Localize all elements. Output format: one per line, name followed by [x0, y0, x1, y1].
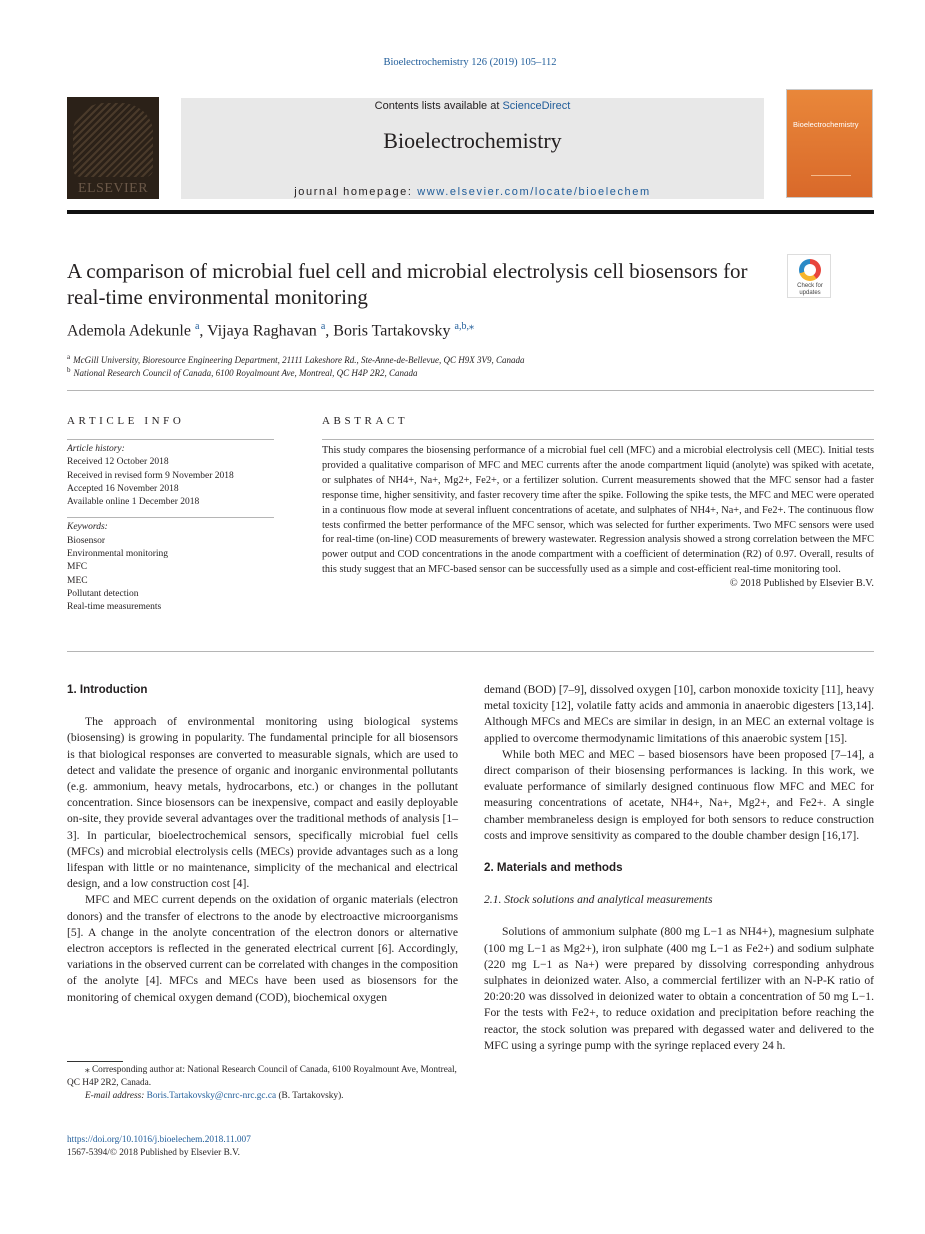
footnote-rule [67, 1061, 123, 1062]
paragraph: Solutions of ammonium sulphate (800 mg L−1 as NH4+), magnesium sulphate (100 mg L−1 as Mg2+), iron sulphate (400 mg L−1 as Fe2+) and sodium sulphate (220 mg L−1 as Na+) were prepared by dissolving corresponding anhydrous sulphates in deionized water. Also, a commercial fertilizer with an N-P-K ratio of 20:20:20 was dissolved in deionized water to obtain a concentration of 50 mg L−1. For the tests with Fe2+, to reduce oxidation and precipitation before reaching the reactor, the stock solution was prepared with degassed water and delivered to the MFC using a syringe pump with the syringe replaced every 24 h. [484, 925, 874, 1052]
author-affil-link[interactable]: a [194, 321, 200, 332]
keyword: Real-time measurements [67, 602, 162, 613]
journal-citation[interactable]: Bioelectrochemistry 126 (2019) 105–112 [383, 57, 557, 68]
copyright: © 2018 Published by Elsevier B.V. [729, 578, 874, 590]
abstract [322, 439, 874, 589]
abstract-text: This study compares the biosensing performance of a microbial fuel cell (MFC) and a microbial electrolysis cell (MEC). Initial tests provided a qualitative comparison of MFC and MEC currents after the anode compartment liquid (anolyte) was spiked with acetate, or sulphates of NH4+, Na+, Mg2+, Fe2+, or a fertilizer solution. Current measurements showed that the MFC sensor had a faster response time, higher sensitivity, and faster recovery time after the spike. Following the spike tests, the MFC and MEC were operated in a continuous flow mode at several influent concentrations of acetate, and sulphates of NH4+, Na+, and Fe2+. The continuous flow tests confirmed the better performance of the MFC sensor, which was selected for further experiments. Two MFC sensors were used for real-time (on-line) COD measurements of brewery wastewater. Regression analysis showed a strong correlation between the MFC power output and COD concentrations in the anode compartment with a coefficient of determination (R2) of 0.97. Overall, results of this study suggest that an MFC-based sensor can be successfully used as a simple and cost-efficient real-time monitoring tool. [322, 445, 874, 576]
keywords-label: Keywords: [67, 522, 108, 533]
history-item: Accepted 16 November 2018 [67, 483, 179, 494]
affiliation: $^a$ McGill University, Bioresource Engineering Department, 21111 Lakeshore Rd., Ste-Anne-de-Bellevue, QC H9X 3V9, Canada [67, 353, 525, 365]
keyword: Biosensor [67, 535, 105, 546]
journal-title: Bioelectrochemistry [383, 128, 562, 153]
author-affil-link[interactable]: a [320, 321, 326, 332]
homepage-link[interactable]: www.elsevier.com/locate/bioelechem [417, 186, 651, 198]
footnote [67, 1064, 458, 1103]
history-label: Article history: [67, 444, 125, 454]
issn-line: 1567-5394/© 2018 Published by Elsevier B.V. [67, 1148, 240, 1158]
body-left-column [67, 682, 458, 1006]
section-heading: 2. Materials and methods [484, 861, 623, 875]
paragraph: While both MEC and MEC – based biosensors have been proposed [7–14], a direct comparison of their biosensing performances is lacking. In this work, we evaluate performance of similarly designed continuous flow MFC and MEC for measuring concentrations of acetate, NH4+, Na+, Mg2+, and Fe2+. A single chamber membraneless design is employed for both sensors to reduce construction costs and improve sensitivity as compared to the double chamber design [16,17]. [484, 747, 874, 842]
email-link[interactable]: Boris.Tartakovsky@cnrc-nrc.gc.ca [146, 1091, 277, 1101]
crossmark-badge[interactable] [787, 254, 831, 298]
doi-block [67, 1134, 251, 1160]
author-list: Ademola Adekunle $^a$, Vijaya Raghavan $^a$, Boris Tartakovsky $^{a,b,⁎}$ [67, 321, 474, 340]
history-item: Available online 1 December 2018 [67, 497, 200, 508]
paper-title: A comparison of microbial fuel cell and microbial electrolysis cell biosensors for real-time environmental monitoring [67, 259, 748, 309]
doi-link[interactable]: https://doi.org/10.1016/j.bioelechem.2018.11.007 [67, 1135, 251, 1145]
keyword: Pollutant detection [67, 588, 139, 599]
divider [67, 651, 874, 652]
keyword: MFC [67, 562, 88, 573]
author-name: Boris Tartakovsky [333, 322, 451, 340]
crossmark-icon [799, 259, 821, 281]
section-heading: 1. Introduction [67, 683, 148, 696]
history-item: Received in revised form 9 November 2018 [67, 470, 234, 481]
journal-cover[interactable] [786, 89, 873, 198]
paragraph: MFC and MEC current depends on the oxidation of organic materials (electron donors) and the transfer of electrons to the anode by electroactive microorganisms [5]. A change in the anolyte concentration of the electron donors or alternative electron acceptors is reflected in the generated electrical current [6]. Accordingly, variations in the observed current can be correlated with changes in the composition of the anolyte [4]. MFCs and MECs have been used as biosensors for the monitoring of chemical oxygen demand (COD), biochemical oxygen [67, 893, 458, 1004]
author-affil-link[interactable]: a,b,⁎ [454, 321, 474, 332]
article-info [67, 439, 274, 615]
paragraph: demand (BOD) [7–9], dissolved oxygen [10], carbon monoxide toxicity [11], heavy metal toxicity [12], volatile fatty acids and ammonia in anaerobic digesters [13,14]. Although MFCs and MECs are similar in design, in an MEC an external voltage is applied to overcome thermodynamic limitations of this anaerobic system [15]. [484, 683, 874, 745]
keyword: Environmental monitoring [67, 549, 169, 560]
article-info-heading: ARTICLE INFO [67, 415, 185, 427]
paragraph: The approach of environmental monitoring using biological systems (biosensing) is growing in popularity. The fundamental principle for all biosensors is that biological responses are converted to measurable signals, which are used to detect and validate the presence of organic and inorganic environmental pollutants (e.g. ammonium, heavy metals, hydrocarbons, etc.) or changes in the pollutant concentration. Since biosensors can be inexpensive, compact and easily deployable on-site, they provide several advantages over the traditional methods of analysis [1–3]. In particular, bioelectrochemical sensors, specifically microbial fuel cells (MFCs) and microbial electrolysis cells (MECs) provide advantages such as a long lifespan with little or no maintenance, simplicity of the mechanical and electrical design, and a low construction cost [4]. [67, 715, 458, 891]
elsevier-tree-icon [73, 103, 153, 177]
author-name: Ademola Adekunle [67, 322, 191, 340]
sciencedirect-link[interactable]: ScienceDirect [502, 100, 571, 112]
abstract-heading: ABSTRACT [322, 415, 409, 427]
body-right-column [484, 682, 874, 1054]
contents-line [181, 100, 764, 112]
author-name: Vijaya Raghavan [207, 322, 317, 340]
homepage-prefix: journal homepage: [294, 186, 418, 198]
keyword: MEC [67, 575, 88, 586]
elsevier-logo [67, 97, 159, 199]
contents-prefix: Contents lists available at [374, 100, 503, 112]
cover-footer [811, 175, 851, 189]
corresponding-author-note: ⁎ Corresponding author at: National Research Council of Canada, 6100 Royalmount Ave, Montreal, QC H4P 2R2, Canada. [67, 1065, 457, 1088]
email-line: E-mail address: Boris.Tartakovsky@cnrc-nrc.gc.ca (B. Tartakovsky). [85, 1091, 344, 1101]
affiliation: $^b$ National Research Council of Canada, 6100 Royalmount Ave, Montreal, QC H4P 2R2, Canada [67, 366, 418, 378]
homepage-line [181, 186, 764, 198]
header-rule [67, 210, 874, 214]
cover-title: Bioelectrochemistry [793, 120, 859, 129]
subsection-heading: 2.1. Stock solutions and analytical measurements [484, 893, 713, 907]
divider [67, 390, 874, 391]
elsevier-wordmark: ELSEVIER [77, 181, 149, 196]
history-item: Received 12 October 2018 [67, 457, 169, 468]
crossmark-label: Check for updates [797, 283, 823, 296]
